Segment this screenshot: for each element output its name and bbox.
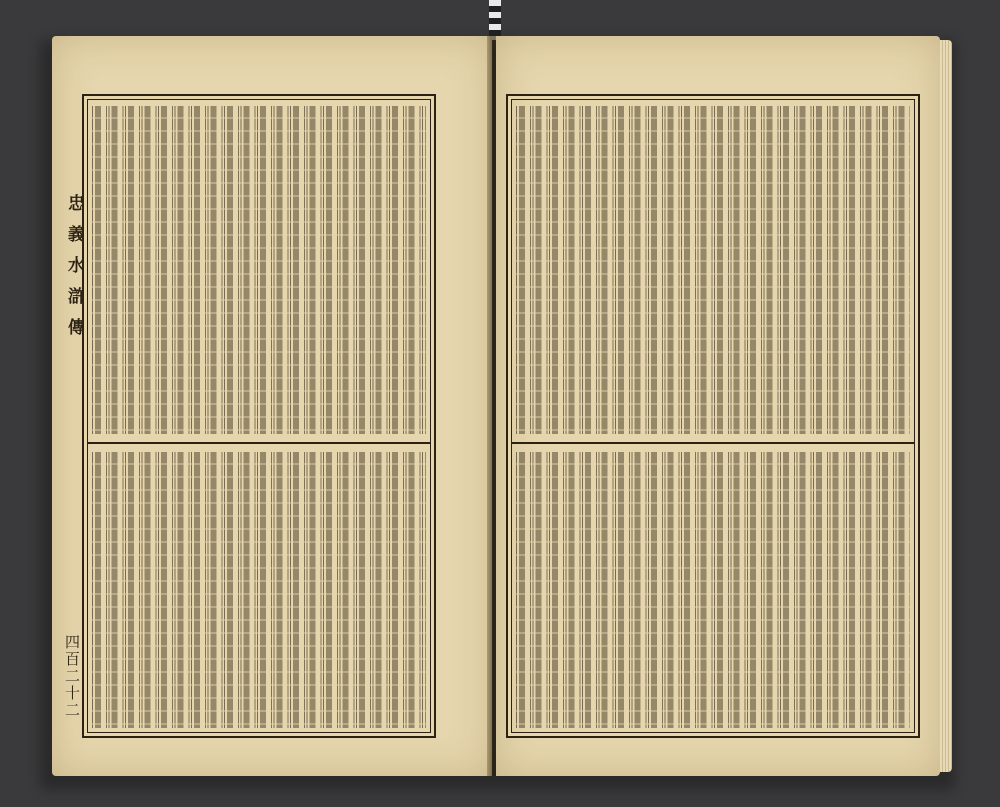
page-edges — [940, 40, 952, 772]
right-page — [496, 36, 940, 776]
right-frame-divider — [512, 442, 914, 444]
left-lower-text-column-block — [92, 452, 426, 728]
left-text-frame — [82, 94, 436, 738]
left-upper-text-column-block — [92, 106, 426, 434]
left-frame-divider — [88, 442, 430, 444]
running-title: 忠義水滸傳 — [64, 194, 84, 349]
page-number: 四百二十二 — [63, 634, 81, 719]
left-page — [52, 36, 492, 776]
right-lower-text-column-block — [516, 452, 910, 728]
left-margin — [60, 94, 82, 734]
right-upper-text-column-block — [516, 106, 910, 434]
binding-clip — [489, 0, 501, 40]
right-text-frame — [506, 94, 920, 738]
